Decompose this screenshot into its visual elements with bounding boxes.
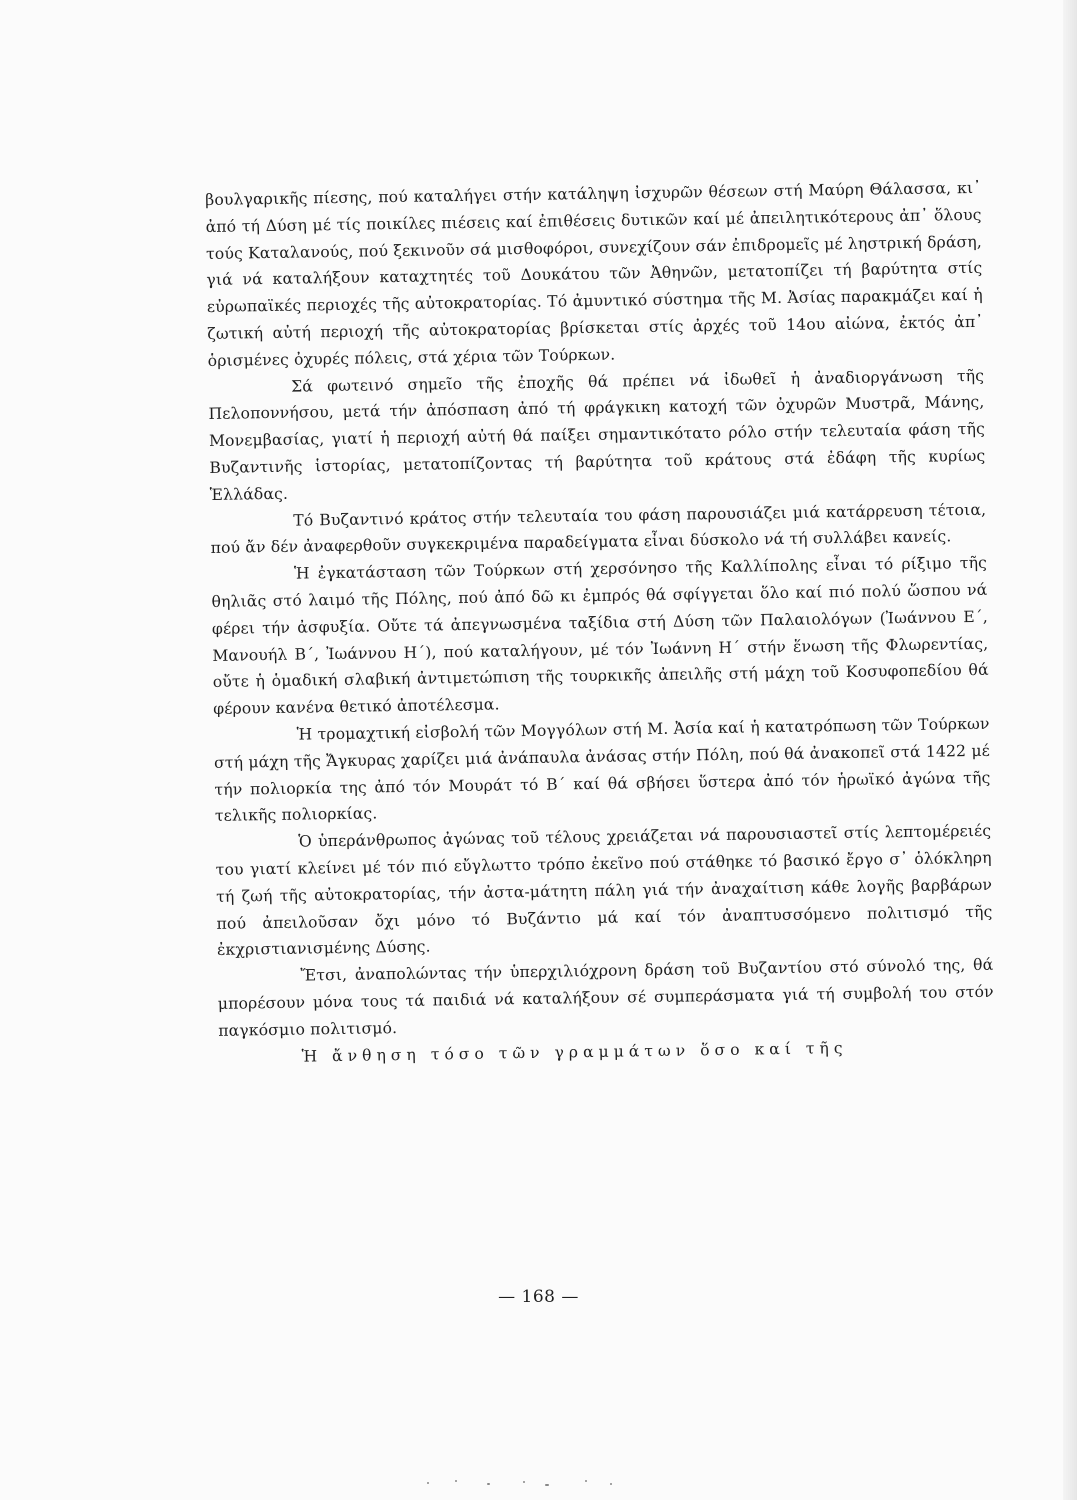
paragraph-kallipolis: Ἡ ἐγκατάσταση τῶν Τούρκων στή χερσόνησο τῆς Καλλίπολης εἶναι τό ρίξιμο τῆς θηλιᾶς στό λαιμό τῆς Πόλης, πού ἀπό δῶ κι ἐμπρός θά σφίγγεται ὅλο καί πιό πολύ ὥσπου νά φέρει τήν ἀσφυξία. Οὔτε τά ἀπεγνωσμένα ταξίδια στή Δύση τῶν Παλαιολόγων (Ἰωάννου Ε΄, Μανουήλ Β΄, Ἰωάννου Η΄), πού καταλήγουν, μέ τόν Ἰωάννη Η΄ στήν ἕνωση τῆς Φλωρεντίας, οὔτε ἡ ὁμαδική σλαβική ἀντιμετώπιση τῆς τουρκικῆς ἀπειλῆς στή μάχη τοῦ Κοσυφοπεδίου θά φέρουν κανένα θετικό ἀποτέλεσμα. (211, 553, 989, 719)
page-number: — 168 — (498, 1287, 579, 1307)
body-text (205, 175, 995, 1071)
page-edge-shadow (1063, 0, 1077, 1500)
paragraph-collapse: Τό Βυζαντινό κράτος στήν τελευταία του φάση παρουσιάζει μιά κατάρρευση τέτοια, πού ἄν δέν ἀναφερθοῦν συγκεκριμένα παραδείγματα εἶναι δύσκολο νά τή συλλάβει κανείς. (210, 500, 987, 558)
scan-specks (425, 1478, 625, 1488)
paragraph-continuation: βουλγαρικῆς πίεσης, πού καταλήγει στήν κατάληψη ἰσχυρῶν θέσεων στή Μαύρη Θάλασσα, κι᾿ ἀπό τή Δύση μέ τίς ποικίλες πιέσεις καί ἐπιθέσεις δυτικῶν καί μέ ἀπειλητικότερους ἀπ᾿ ὅλους τούς Καταλανούς, πού ξεκινοῦν σά μισθοφόροι, συνεχίζουν σάν ἐπιδρομεῖς μέ ληστρική δράση, γιά νά καταλήξουν καταχτητές τοῦ Δουκάτου τῶν Ἀθηνῶν, μετατοπίζει τή βαρύτητα στίς εὐρωπαϊκές περιοχές τῆς αὐτοκρατορίας. Τό ἀμυντικό σύστημα τῆς Μ. Ἀσίας παρακμάζει καί ἡ ζωτική αὐτή περιοχή τῆς αὐτοκρατορίας βρίσκεται στίς ἀρχές τοῦ 14ου αἰώνα, ἐκτός ἀπ᾿ ὁρισμένες ὀχυρές πόλεις, στά χέρια τῶν Τούρκων. (205, 178, 984, 370)
paragraph-letters: Ἡ ἄνθηση τόσο τῶν γραμμάτων ὅσο καί τῆς (301, 1038, 848, 1066)
paragraph-conclusion: Ἔτσι, ἀναπολώντας τήν ὑπερχιλιόχρονη δράση τοῦ Βυζαντίου στό σύνολό της, θά μπορέσουν μόνα τους τά παιδιά νά καταλήξουν σέ συμπεράσματα γιά τή συμβολή του στόν παγκόσμιο πολιτισμό. (217, 955, 994, 1040)
paragraph-final-struggle: Ὁ ὑπεράνθρωπος ἀγώνας τοῦ τέλους χρειάζεται νά παρουσιαστεῖ στίς λεπτομέρειές του γιατί κλείνει μέ τόν πιό εὔγλωττο τρόπο ἐκεῖνο πού στάθηκε τό βασικό ἔργο σ᾿ ὁλόκληρη τή ζωή τῆς αὐτοκρατορίας, τήν ἀστα-μάτητη πάλη γιά τήν ἀναχαίτιση κάθε λογῆς βαρβάρων πού ἀπειλοῦσαν ὄχι μόνο τό Βυζάντιο μά καί τόν ἀναπτυσσόμενο πολιτισμό τῆς ἐκχριστιανισμένης Δύσης. (215, 821, 993, 960)
paragraph-peloponnese: Σά φωτεινό σημεῖο τῆς ἐποχῆς θά πρέπει νά ἰδωθεῖ ἡ ἀναδιοργάνωση τῆς Πελοποννήσου, μετά τήν ἀπόσπαση ἀπό τή φράγκικη κατοχή τῶν ὀχυρῶν Μυστρᾶ, Μάνης, Μονεμβασίας, γιατί ἡ περιοχή αὐτή θά παίξει σημαντικότατο ρόλο στήν τελευταία φάση τῆς Βυζαντινῆς ἱστορίας, μετατοπίζοντας τή βαρύτητα τοῦ κράτους στά ἐδάφη τῆς κυρίως Ἑλλάδας. (208, 366, 986, 504)
paragraph-mongols: Ἡ τρομαχτική εἰσβολή τῶν Μογγόλων στή Μ. Ἀσία καί ἡ κατατρόπωση τῶν Τούρκων στή μάχη τῆς Ἄγκυρας χαρίζει μιά ἀνάπαυλα ἀνάσας στήν Πόλη, πού θά ἀνακοπεῖ στά 1422 μέ τήν πολιορκία της ἀπό τόν Μουράτ τό Β΄ καί θά σβήσει ὕστερα ἀπό τόν ἡρωϊκό ἀγώνα τῆς τελικῆς πολιορκίας. (213, 714, 991, 826)
